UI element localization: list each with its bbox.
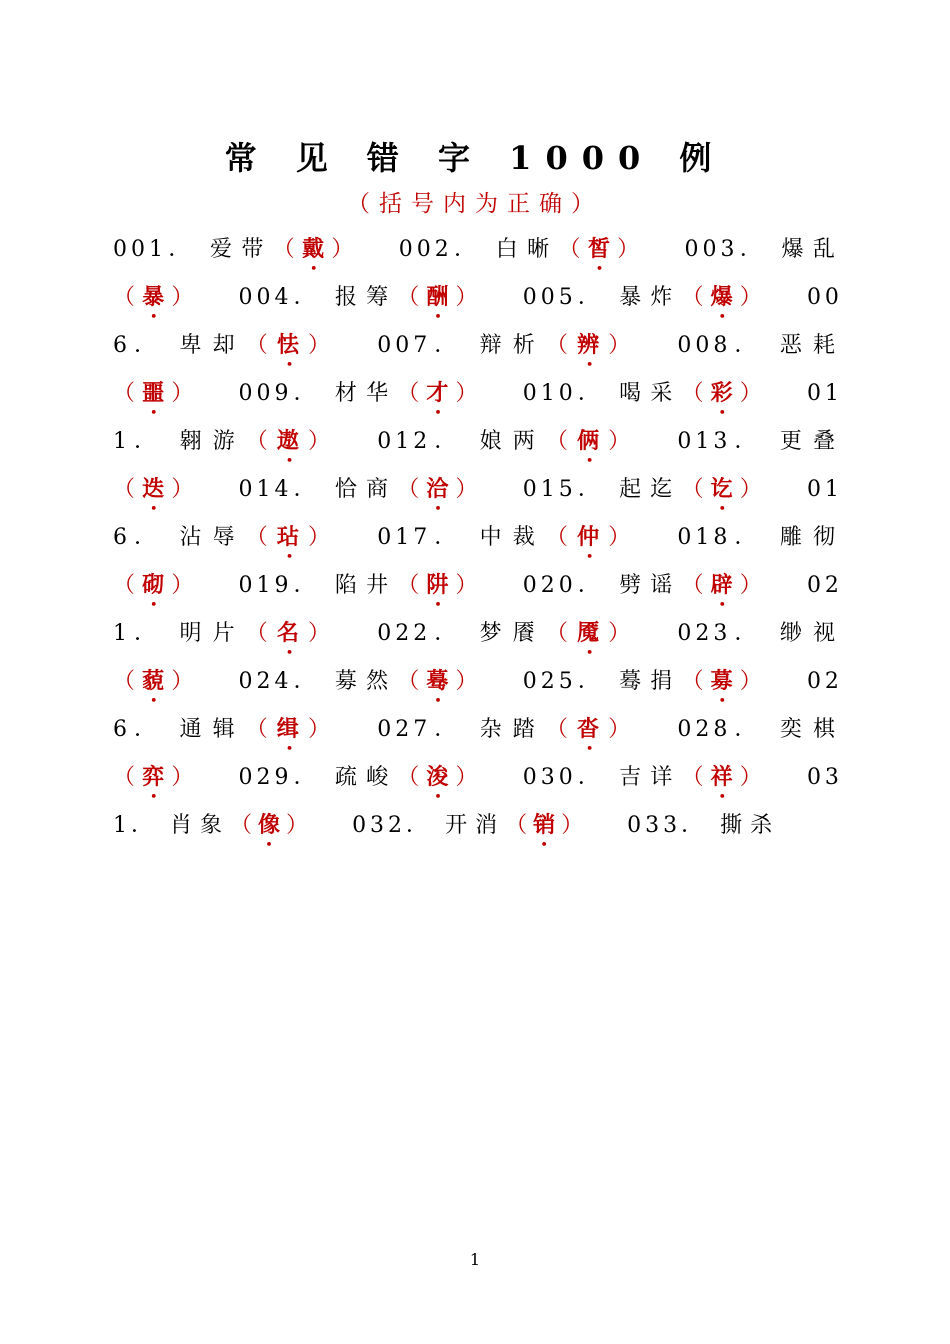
item-number: 012． bbox=[377, 429, 464, 454]
correct-character: （蓦） bbox=[397, 669, 485, 694]
list-item bbox=[238, 285, 484, 310]
list-item bbox=[523, 765, 769, 790]
item-number: 025． bbox=[522, 669, 605, 694]
item-number: 003． bbox=[684, 237, 768, 262]
list-item bbox=[238, 573, 484, 598]
page-subtitle: （括号内为正确） bbox=[347, 191, 603, 217]
correct-character: （彩） bbox=[681, 381, 769, 406]
item-number: 004． bbox=[238, 285, 321, 310]
wrong-word: 杂踏 bbox=[479, 717, 546, 742]
wrong-word: 缈视 bbox=[779, 621, 843, 646]
item-number: 006． bbox=[113, 285, 843, 358]
typo-list bbox=[113, 227, 843, 851]
item-number: 013． bbox=[677, 429, 764, 454]
correct-character: （辟） bbox=[681, 573, 769, 598]
correct-character: （仲） bbox=[545, 525, 640, 550]
item-number: 026． bbox=[113, 669, 843, 742]
list-item bbox=[113, 237, 361, 262]
wrong-word: 报筹 bbox=[334, 285, 398, 310]
correct-character: （辨） bbox=[545, 333, 640, 358]
wrong-word: 肖象 bbox=[170, 813, 231, 838]
list-item bbox=[627, 813, 780, 838]
correct-character: （砌） bbox=[113, 573, 201, 598]
item-number: 001． bbox=[113, 237, 196, 262]
correct-character: （洽） bbox=[397, 477, 485, 502]
wrong-word: 卑却 bbox=[179, 333, 246, 358]
list-item bbox=[377, 333, 639, 358]
item-number: 020． bbox=[522, 573, 605, 598]
wrong-word: 吉详 bbox=[619, 765, 682, 790]
item-number: 018． bbox=[677, 525, 764, 550]
item-number: 021． bbox=[113, 573, 843, 646]
correct-character: （酬） bbox=[397, 285, 485, 310]
wrong-word: 翱游 bbox=[179, 429, 246, 454]
correct-character: （缉） bbox=[245, 717, 340, 742]
list-item bbox=[377, 525, 639, 550]
item-number: 028． bbox=[677, 717, 764, 742]
correct-character: （像） bbox=[230, 813, 315, 838]
wrong-word: 奕棋 bbox=[779, 717, 843, 742]
list-item bbox=[523, 477, 769, 502]
list-item bbox=[238, 765, 484, 790]
item-number: 005． bbox=[522, 285, 605, 310]
list-item bbox=[238, 381, 484, 406]
wrong-word: 中裁 bbox=[479, 525, 546, 550]
correct-character: （阱） bbox=[397, 573, 485, 598]
wrong-word: 暴炸 bbox=[619, 285, 682, 310]
item-number: 022． bbox=[377, 621, 464, 646]
wrong-word: 开消 bbox=[445, 813, 506, 838]
correct-character: （藐） bbox=[113, 669, 201, 694]
item-number: 031． bbox=[113, 765, 843, 838]
wrong-word: 陷井 bbox=[334, 573, 398, 598]
correct-character: （怯） bbox=[245, 333, 340, 358]
item-number: 016． bbox=[113, 477, 843, 550]
list-item bbox=[352, 813, 589, 838]
wrong-word: 恶耗 bbox=[779, 333, 843, 358]
correct-character: （魇） bbox=[545, 621, 640, 646]
item-number: 010． bbox=[522, 381, 605, 406]
wrong-word: 恰商 bbox=[334, 477, 398, 502]
correct-character: （讫） bbox=[681, 477, 769, 502]
wrong-word: 更叠 bbox=[779, 429, 843, 454]
wrong-word: 喝采 bbox=[619, 381, 682, 406]
wrong-word: 起迄 bbox=[619, 477, 682, 502]
correct-character: （爆） bbox=[681, 285, 769, 310]
item-number: 033． bbox=[627, 813, 708, 838]
correct-character: （浚） bbox=[397, 765, 485, 790]
wrong-word: 撕杀 bbox=[720, 813, 781, 838]
correct-character: （迭） bbox=[113, 477, 201, 502]
wrong-word: 蓦捐 bbox=[619, 669, 682, 694]
wrong-word: 材华 bbox=[334, 381, 398, 406]
item-number: 019． bbox=[238, 573, 321, 598]
list-item bbox=[399, 237, 647, 262]
correct-character: （名） bbox=[245, 621, 340, 646]
list-item bbox=[523, 669, 769, 694]
page-number: 1 bbox=[469, 1250, 481, 1269]
correct-character: （玷） bbox=[245, 525, 340, 550]
correct-character: （遨） bbox=[245, 429, 340, 454]
item-number: 015． bbox=[522, 477, 605, 502]
list-item bbox=[377, 429, 639, 454]
wrong-word: 梦餍 bbox=[479, 621, 546, 646]
wrong-word: 白晰 bbox=[495, 237, 559, 262]
item-number: 027． bbox=[377, 717, 464, 742]
correct-character: （销） bbox=[505, 813, 590, 838]
wrong-word: 通辑 bbox=[179, 717, 246, 742]
list-item bbox=[377, 717, 639, 742]
wrong-word: 沾辱 bbox=[179, 525, 246, 550]
wrong-word: 辩析 bbox=[479, 333, 546, 358]
wrong-word: 募然 bbox=[334, 669, 398, 694]
list-item bbox=[523, 573, 769, 598]
correct-character: （弈） bbox=[113, 765, 201, 790]
correct-character: （暴） bbox=[113, 285, 201, 310]
list-item bbox=[238, 669, 484, 694]
correct-character: （噩） bbox=[113, 381, 201, 406]
wrong-word: 娘两 bbox=[479, 429, 546, 454]
wrong-word: 劈谣 bbox=[619, 573, 682, 598]
list-item bbox=[523, 381, 769, 406]
item-number: 030． bbox=[522, 765, 605, 790]
item-number: 023． bbox=[677, 621, 764, 646]
correct-character: （俩） bbox=[545, 429, 640, 454]
item-number: 024． bbox=[238, 669, 321, 694]
page-title: 常 见 错 字 1000 例 bbox=[224, 139, 726, 177]
item-number: 011． bbox=[113, 381, 843, 454]
correct-character: （募） bbox=[681, 669, 769, 694]
item-number: 007． bbox=[377, 333, 464, 358]
list-item bbox=[238, 477, 484, 502]
correct-character: （沓） bbox=[545, 717, 640, 742]
wrong-word: 爱带 bbox=[210, 237, 273, 262]
list-item bbox=[523, 285, 769, 310]
item-number: 002． bbox=[398, 237, 482, 262]
correct-character: （皙） bbox=[558, 237, 647, 262]
wrong-word: 爆乱 bbox=[781, 237, 843, 262]
item-number: 008． bbox=[677, 333, 764, 358]
list-item bbox=[377, 621, 639, 646]
correct-character: （戴） bbox=[272, 237, 361, 262]
item-number: 014． bbox=[238, 477, 321, 502]
correct-character: （祥） bbox=[681, 765, 769, 790]
wrong-word: 疏峻 bbox=[334, 765, 398, 790]
item-number: 032． bbox=[352, 813, 433, 838]
wrong-word: 明片 bbox=[179, 621, 246, 646]
item-number: 029． bbox=[238, 765, 321, 790]
item-number: 009． bbox=[238, 381, 321, 406]
item-number: 017． bbox=[377, 525, 464, 550]
correct-character: （才） bbox=[397, 381, 485, 406]
wrong-word: 雕彻 bbox=[779, 525, 843, 550]
